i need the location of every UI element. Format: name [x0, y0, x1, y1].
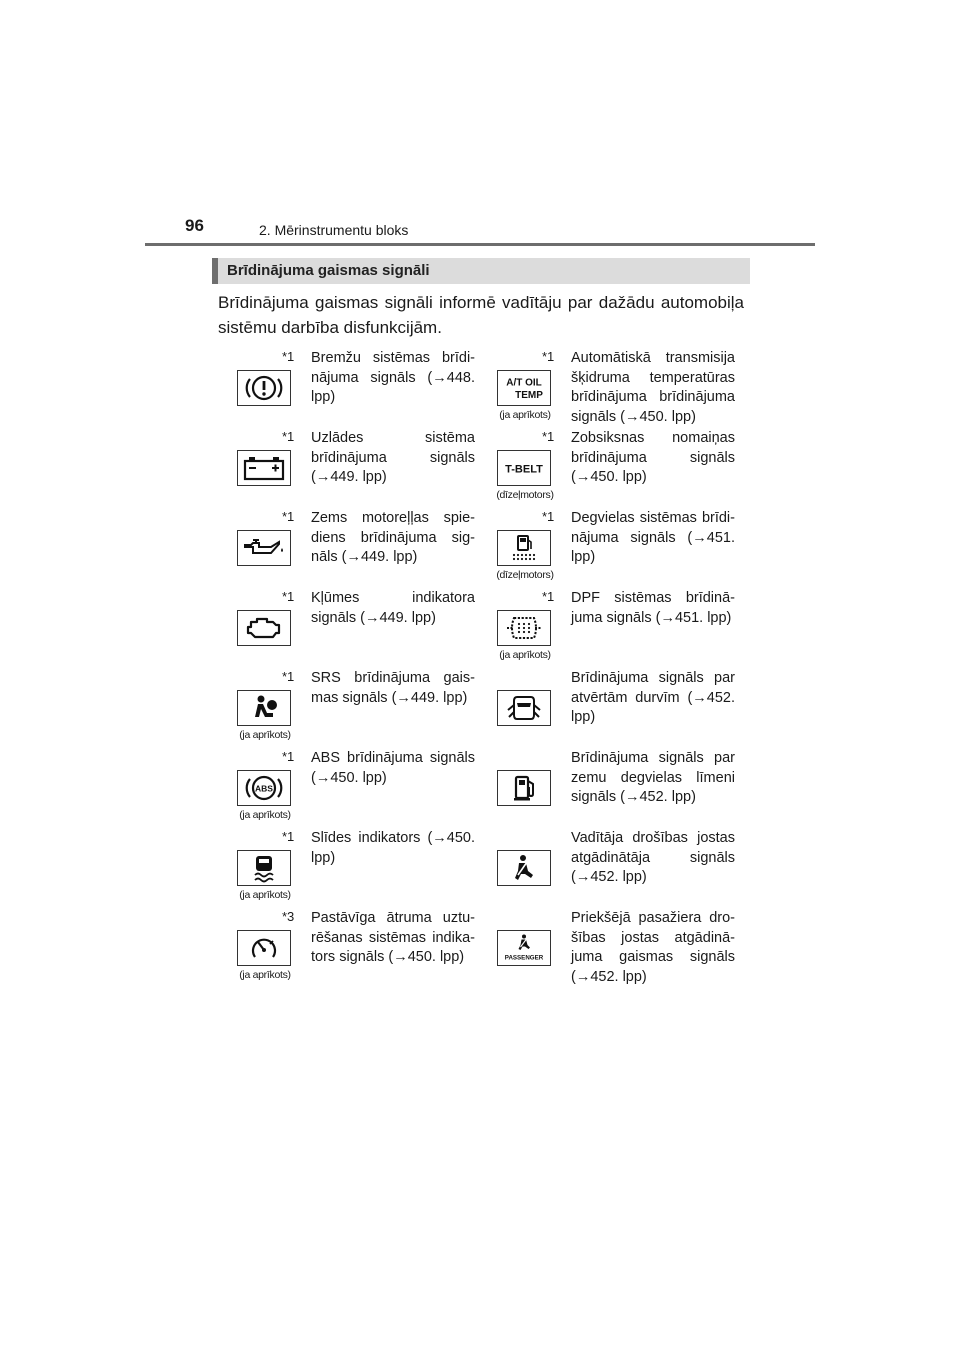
slip-indicator-icon	[237, 850, 291, 886]
low-fuel-icon	[497, 770, 551, 806]
item-description: ABS brīdinājuma signāls (→450. lpp)	[311, 750, 475, 786]
item-description: Bremžu sistēmas brīdi-nājuma signāls (→448. lpp)	[311, 350, 475, 405]
footnote-marker: *1	[542, 429, 555, 444]
warning-item	[212, 345, 474, 423]
item-description: Slīdes indikators (→450. lpp)	[311, 830, 475, 866]
header-rule	[145, 243, 815, 246]
equipment-note: (ja aprīkots)	[239, 969, 291, 981]
footnote-marker: *1	[282, 509, 295, 524]
footnote-marker: *1	[542, 589, 555, 604]
item-description: SRS brīdinājuma gais-mas signāls (→449. lpp)	[311, 670, 475, 706]
warning-item	[472, 585, 734, 663]
icon-label: PASSENGER	[504, 954, 544, 962]
check-engine-icon	[237, 610, 291, 646]
page-number: 96	[185, 216, 204, 235]
item-description: Brīdinājuma signāls par zemu degvielas līmeni signāls (→452. lpp)	[571, 750, 735, 805]
warning-item	[212, 505, 474, 583]
equipment-note: (ja aprīkots)	[239, 809, 291, 821]
warning-item	[472, 345, 734, 423]
abs-icon	[237, 770, 291, 806]
svg-text:ABS: ABS	[255, 783, 273, 794]
chapter-title: 2. Mērinstrumentu bloks	[259, 222, 409, 238]
warning-item	[212, 745, 474, 823]
warning-item	[472, 745, 734, 823]
srs-airbag-icon	[237, 690, 291, 726]
footnote-marker: *1	[282, 749, 295, 764]
item-description: Zems motoreļļas spie-diens brīdinājuma sig-nāls (→449. lpp)	[311, 510, 475, 565]
item-description: Automātiskā transmisija šķidruma temperatūras brīdinājuma brīdinājuma signāls (→450. lpp)	[571, 350, 735, 425]
warning-item	[212, 665, 474, 743]
warning-item	[472, 425, 734, 503]
timing-belt-icon	[497, 450, 551, 486]
warning-item	[212, 585, 474, 663]
footnote-marker: *1	[282, 829, 295, 844]
item-description: DPF sistēmas brīdinā-juma signāls (→451. lpp)	[571, 590, 735, 626]
equipment-note: (ja aprīkots)	[239, 889, 291, 901]
footnote-marker: *1	[282, 669, 295, 684]
icon-label: A/T OIL	[506, 377, 542, 389]
driver-seatbelt-icon	[497, 850, 551, 886]
warning-item	[472, 665, 734, 743]
passenger-seatbelt-icon	[497, 930, 551, 966]
item-description: Brīdinājuma signāls par atvērtām durvīm (→452. lpp)	[571, 670, 735, 725]
equipment-note: (ja aprīkots)	[499, 649, 551, 661]
equipment-note: (ja aprīkots)	[239, 729, 291, 741]
warning-item	[212, 905, 474, 983]
intro-paragraph: Brīdinājuma gaismas signāli informē vadītāju par dažādu automobiļa sistēmu darbība disfunkcijām.	[218, 293, 744, 337]
item-description: Uzlādes sistēma brīdinājuma signāls (→449. lpp)	[311, 430, 475, 485]
item-description: Vadītāja drošības jostas atgādinātāja signāls (→452. lpp)	[571, 830, 735, 885]
icon-label: T-BELT	[505, 463, 543, 476]
footnote-marker: *1	[542, 349, 555, 364]
fuel-system-icon	[497, 530, 551, 566]
dpf-icon	[497, 610, 551, 646]
warning-item	[212, 825, 474, 903]
icon-label: TEMP	[515, 390, 543, 401]
equipment-note: (dīzeļmotors)	[496, 489, 554, 501]
oil-pressure-icon	[237, 530, 291, 566]
brake-warning-icon	[237, 370, 291, 406]
footnote-marker: *3	[282, 909, 295, 924]
section-heading	[212, 258, 750, 284]
item-description: Degvielas sistēmas brīdi-nājuma signāls (→451. lpp)	[571, 510, 735, 565]
footnote-marker: *1	[542, 509, 555, 524]
open-door-icon	[497, 690, 551, 726]
warning-item	[212, 425, 474, 503]
footnote-marker: *1	[282, 429, 295, 444]
item-description: Zobsiksnas nomaiņas brīdinājuma signāls (→450. lpp)	[571, 430, 735, 485]
footnote-marker: *1	[282, 349, 295, 364]
at-oil-temp-icon	[497, 370, 551, 406]
item-description: Kļūmes indikatora signāls (→449. lpp)	[311, 590, 475, 626]
footnote-marker: *1	[282, 589, 295, 604]
cruise-control-icon	[237, 930, 291, 966]
equipment-note: (dīzeļmotors)	[496, 569, 554, 581]
warning-item	[472, 505, 734, 583]
section-title: Brīdinājuma gaismas signāli	[227, 262, 430, 279]
item-description: Pastāvīga ātruma uztu-rēšanas sistēmas indika-tors signāls (→450. lpp)	[311, 910, 475, 965]
warning-item	[472, 905, 734, 983]
warning-item	[472, 825, 734, 903]
battery-charging-icon	[237, 450, 291, 486]
item-description: Priekšējā pasažiera dro-šības jostas atgādinā-juma gaismas signāls (→452. lpp)	[571, 910, 735, 985]
equipment-note: (ja aprīkots)	[499, 409, 551, 421]
